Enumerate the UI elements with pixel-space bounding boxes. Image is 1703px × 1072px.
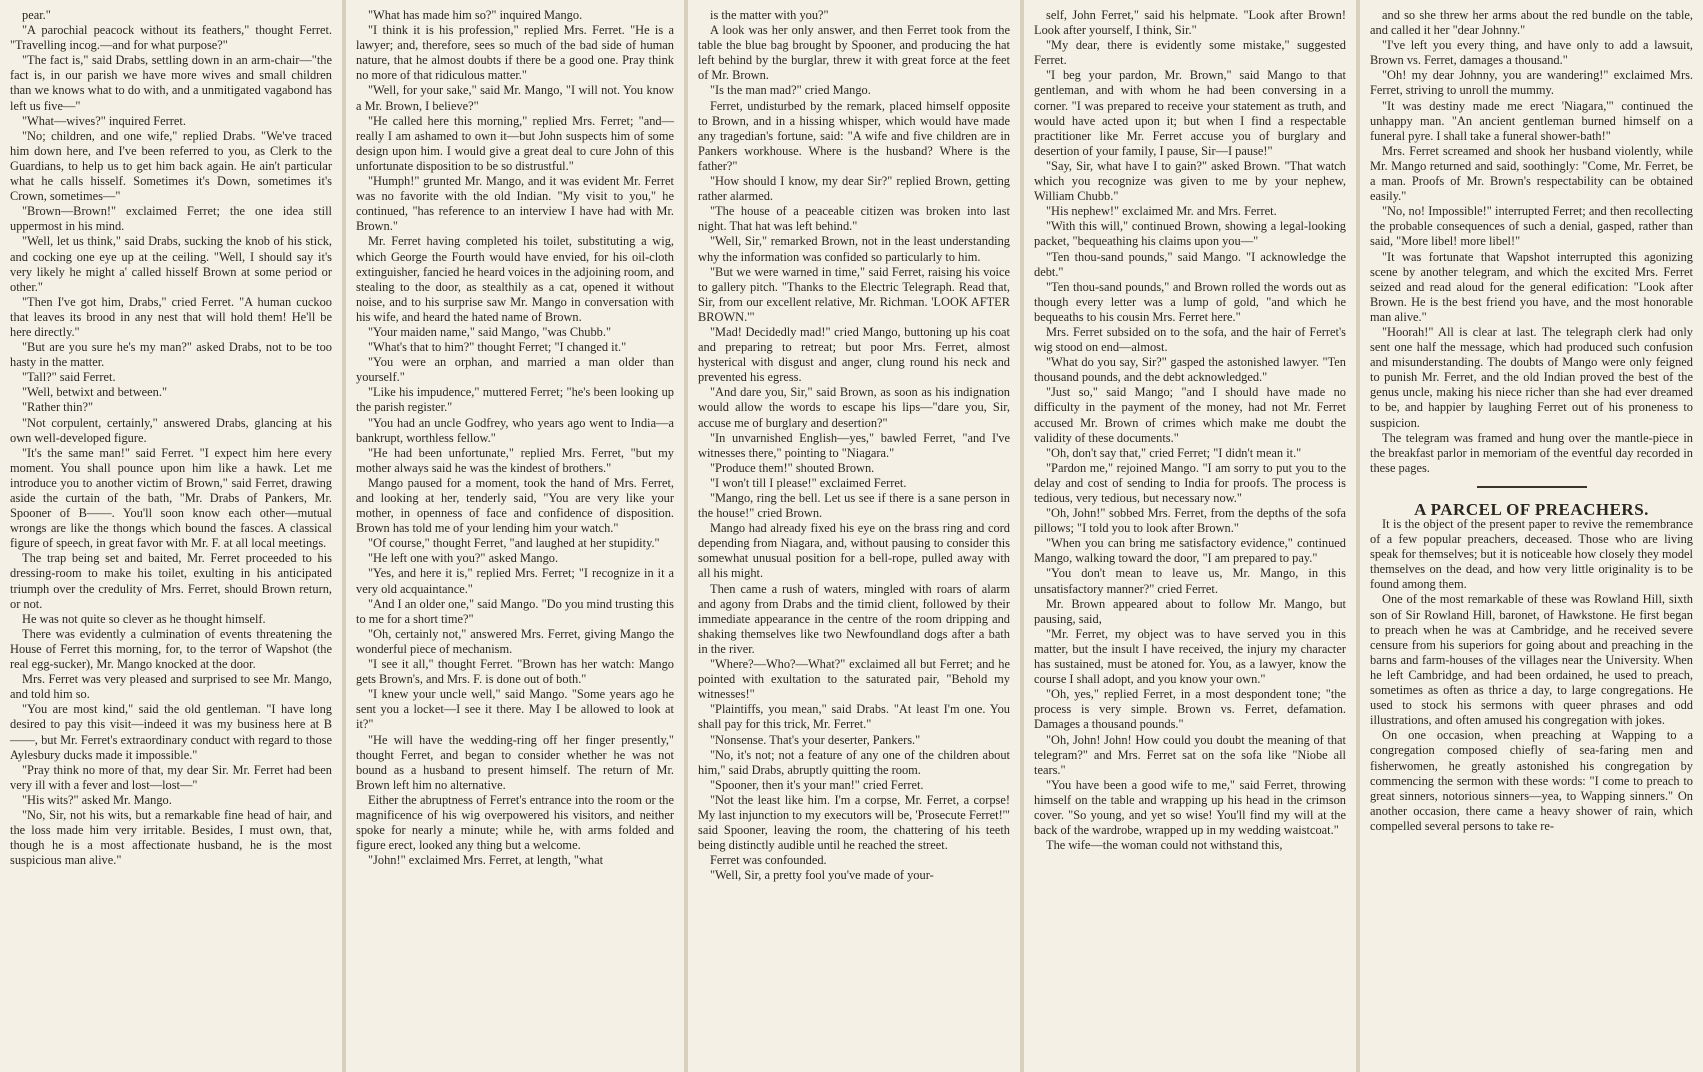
paragraph: "And dare you, Sir," said Brown, as soon as his indignation would allow the words to escape his lips—"dare you, Sir, accuse me of burglary and desertion?" <box>698 385 1010 430</box>
paragraph: "Oh, certainly not," answered Mrs. Ferret, giving Mango the wonderful piece of mechanism. <box>356 626 674 656</box>
paragraph: "Well, Sir, a pretty fool you've made of your- <box>710 868 934 883</box>
paragraph: "Not corpulent, certainly," answered Drabs, glancing at his own well-developed figure. <box>10 415 332 445</box>
paragraph: It is the object of the present paper to revive the remembrance of a few popular preachers, deceased. Those who are living speak for themselves; but it is noticeable how closely they model themselves on the dead, and how very little originality is to be found among them. <box>1370 517 1693 592</box>
paragraph: "Mango, ring the bell. Let us see if there is a sane person in the house!" cried Brown. <box>698 491 1010 521</box>
text-column-1 <box>0 0 342 1072</box>
paragraph: "Ten thou-sand pounds," said Mango. "I acknowledge the debt." <box>1034 249 1346 279</box>
paragraph: "What has made him so?" inquired Mango. <box>368 8 583 22</box>
paragraph: "Say, Sir, what have I to gain?" asked Brown. "That watch which you recognize was given to me by your nephew, William Chubb." <box>1034 158 1346 204</box>
paragraph: "Yes, and here it is," replied Mrs. Ferret; "I recognize in it a very old acquaintance." <box>356 566 674 596</box>
paragraph: "Ten thou-sand pounds," and Brown rolled the words out as though every letter was a lump of gold, "and which he bequeaths to his cousin Mrs. Ferret here." <box>1034 279 1346 324</box>
paragraph: "Brown—Brown!" exclaimed Ferret; the one idea still uppermost in his mind. <box>10 204 332 234</box>
paragraph: "He called here this morning," replied Mrs. Ferret; "and—really I am ashamed to own it—but John suspects him of some design upon him. I would give a great deal to cure John of this unfortunate disposition to be so distrustful." <box>356 113 674 173</box>
paragraph: "Rather thin?" <box>22 400 94 415</box>
text-column-3 <box>688 0 1020 1072</box>
paragraph: The wife—the woman could not withstand this, <box>1046 838 1283 853</box>
paragraph: He was not quite so clever as he thought himself. <box>22 611 266 626</box>
paragraph: "No, it's not; not a feature of any one of the children about him," said Drabs, abruptly quitting the room. <box>698 747 1010 777</box>
paragraph: "It was fortunate that Wapshot interrupted this agonizing scene by another telegram, and which the excited Mrs. Ferret seized and read aloud for the general edification: "Look after Brown. He is the best friend you have, and the most honorable man alive." <box>1370 249 1693 324</box>
text-column-2 <box>346 0 684 1072</box>
paragraph: "When you can bring me satisfactory evidence," continued Mango, walking toward the door, "I am prepared to pay." <box>1034 536 1346 566</box>
paragraph: "Oh, yes," replied Ferret, in a most despondent tone; "the process is very simple. Brown vs. Ferret, defamation. Damages a thousand pounds." <box>1034 687 1346 732</box>
paragraph: "I beg your pardon, Mr. Brown," said Mango to that gentleman, and with whom he had been conversing in a corner. "I was prepared to receive your statement as truth, and would have acted upon it; but when I find a respectable practitioner like Mr. Ferret accuse you of burglary and desertion of your family, I pause, Sir—I pause!" <box>1034 68 1346 158</box>
section-divider <box>1477 486 1587 488</box>
paragraph: "I knew your uncle well," said Mango. "Some years ago he sent you a locket—I see it there. May I be allowed to look at it?" <box>356 687 674 732</box>
paragraph: "It was destiny made me erect 'Niagara,'" continued the unhappy man. "An ancient gentleman burned himself on a funeral pyre. I shall take a funeral shower-bath!" <box>1370 98 1693 143</box>
paragraph: "Humph!" grunted Mr. Mango, and it was evident Mr. Ferret was no favorite with the old Indian. "My visit to you," he continued, "has reference to an interview I have had with Mr. Brown." <box>356 174 674 234</box>
paragraph: "You don't mean to leave us, Mr. Mango, in this unsatisfactory manner?" cried Ferret. <box>1034 566 1346 596</box>
paragraph: A look was her only answer, and then Ferret took from the table the blue bag brought by Spooner, and producing the hat left behind by the burglar, threw it with great force at the feet of Mr. Brown. <box>698 23 1010 83</box>
paragraph: Mango paused for a moment, took the hand of Mrs. Ferret, and looking at her, tenderly said, "You are very like your mother, in openness of face and confidence of disposition. Brown has told me of your lending him your watch." <box>356 475 674 536</box>
paragraph: The trap being set and baited, Mr. Ferret proceeded to his dressing-room to make his toilet, exulting in his anticipated triumph over the credulity of Mrs. Ferret, should Brown return, or not. <box>10 551 332 611</box>
paragraph: "Your maiden name," said Mango, "was Chubb." <box>368 324 612 339</box>
paragraph: "No; children, and one wife," replied Drabs. "We've traced him down here, and I've been referred to you, as Clerk to the Guardians, to help us to get him back again. He ain't particular what he calls hisself. Sometimes it's Down, sometimes it's Crown, sometimes—" <box>10 128 332 204</box>
paragraph: "Well, for your sake," said Mr. Mango, "I will not. You know a Mr. Brown, I believe?" <box>356 83 674 113</box>
paragraph: self, John Ferret," said his helpmate. "Look after Brown! Look after yourself, I think, Sir." <box>1034 8 1346 38</box>
paragraph: "With this will," continued Brown, showing a legal-looking packet, "bequeathing his claims upon you—" <box>1034 219 1346 249</box>
paragraph: "You are most kind," said the old gentleman. "I have long desired to pay this visit—indeed it was my business here at B——, but Mr. Ferret's extraordinary conduct with regard to those Aylesbury ducks made it impossible." <box>10 702 332 762</box>
paragraph: "Pardon me," rejoined Mango. "I am sorry to put you to the delay and cost of sending to India for proofs. The process is tedious, very tedious, but necessary now." <box>1034 460 1346 505</box>
paragraph: "In unvarnished English—yes," bawled Ferret, "and I've witnesses there," pointing to "Niagara." <box>698 430 1010 460</box>
paragraph: "Is the man mad?" cried Mango. <box>710 83 871 98</box>
paragraph: One of the most remarkable of these was Rowland Hill, sixth son of Sir Rowland Hill, baronet, of Hawkstone. He first began to preach when he was at Cambridge, and he received severe censure from his superiors for going about and preaching in the barns and farm-houses of the villages near the University. When he left Cambridge, and had been ordained, he used to preach, sometimes as often as thrice a day, to large congregations. He used to stock his sermons with queer phrases and odd illustrations, and often amused his congregation with jokes. <box>1370 592 1693 728</box>
text-column-4 <box>1024 0 1356 1072</box>
paragraph: "I've left you every thing, and have only to add a lawsuit, Brown vs. Ferret, damages a thousand." <box>1370 38 1693 68</box>
paragraph: "What do you say, Sir?" gasped the astonished lawyer. "Ten thousand pounds, and the debt acknowledged." <box>1034 355 1346 385</box>
paragraph: "Of course," thought Ferret, "and laughed at her stupidity." <box>368 536 660 551</box>
paragraph: "No, Sir, not his wits, but a remarkable fine head of hair, and the loss made him very irritable. Besides, I must own, that, though he is a most affectionate husband, he is the most suspicious man alive." <box>10 807 332 868</box>
paragraph: "Mr. Ferret, my object was to have served you in this matter, but the insult I have received, the injury my character has sustained, must be atoned for. You, as a lawyer, know the course I shall adopt, and you know your own." <box>1034 626 1346 687</box>
paragraph: "He had been unfortunate," replied Mrs. Ferret, "but my mother always said he was the kindest of brothers." <box>356 445 674 475</box>
paragraph: "Well, Sir," remarked Brown, not in the least understanding why the information was confided so particularly to him. <box>698 234 1010 264</box>
paragraph: "What's that to him?" thought Ferret; "I changed it." <box>368 340 627 355</box>
paragraph: Mango had already fixed his eye on the brass ring and cord depending from Niagara, and, without pausing to consider this somewhat unusual position for a bell-rope, pulled away with all his might. <box>698 521 1010 581</box>
paragraph: is the matter with you?" <box>710 8 829 22</box>
paragraph: Either the abruptness of Ferret's entrance into the room or the magnificence of his wig overpowered his visitors, and neither spoke for nearly a minute; while he, with arms folded and figure erect, looked any thing but a welcome. <box>356 792 674 853</box>
paragraph: "John!" exclaimed Mrs. Ferret, at length, "what <box>368 853 604 868</box>
paragraph: "The fact is," said Drabs, settling down in an arm-chair—"the fact is, in our parish we have more wives and small children than we knows what to do with, and a unmitigated vagabond has left us five—" <box>10 53 332 113</box>
paragraph: "But are you sure he's my man?" asked Drabs, not to be too hasty in the matter. <box>10 340 332 370</box>
paragraph: "I see it all," thought Ferret. "Brown has her watch: Mango gets Brown's, and Mrs. F. is done out of both." <box>356 657 674 687</box>
paragraph: Mr. Brown appeared about to follow Mr. Mango, but pausing, said, <box>1034 596 1346 626</box>
paragraph: "Tall?" said Ferret. <box>22 370 116 385</box>
paragraph: "Produce them!" shouted Brown. <box>710 460 875 475</box>
paragraph: pear." <box>22 8 51 22</box>
paragraph: The telegram was framed and hung over the mantle-piece in the breakfast parlor in memoriam of the eventful day recorded in these pages. <box>1370 430 1693 475</box>
paragraph: "No, no! Impossible!" interrupted Ferret; and then recollecting the probable consequences of such a denial, gasped, rather than said, "More libel! more libel!" <box>1370 204 1693 249</box>
paragraph: "Oh! my dear Johnny, you are wandering!" exclaimed Mrs. Ferret, striving to unroll the mummy. <box>1370 68 1693 98</box>
paragraph: There was evidently a culmination of events threatening the House of Ferret this morning, for, to the terror of Wapshot (the real egg-sucker), Mr. Mango knocked at the door. <box>10 626 332 672</box>
paragraph: "His wits?" asked Mr. Mango. <box>22 792 172 807</box>
paragraph: Mrs. Ferret subsided on to the sofa, and the hair of Ferret's wig stood on end—almost. <box>1034 324 1346 355</box>
paragraph: Mrs. Ferret screamed and shook her husband violently, while Mr. Mango returned and said, soothingly: "Come, Mr. Ferret, be a man. Proofs of Mr. Brown's respectability can be obtained easily." <box>1370 143 1693 204</box>
paragraph: "You have been a good wife to me," said Ferret, throwing himself on the table and wrapping up his head in the crimson cover. "So young, and yet so wise! You'll find my will at the back of the wardrobe, wrapped up in my wedding waistcoat." <box>1034 777 1346 838</box>
paragraph: "My dear, there is evidently some mistake," suggested Ferret. <box>1034 38 1346 68</box>
paragraph: "Plaintiffs, you mean," said Drabs. "At least I'm one. You shall pay for this trick, Mr. Ferret." <box>698 702 1010 732</box>
paragraph: "His nephew!" exclaimed Mr. and Mrs. Ferret. <box>1046 204 1277 219</box>
paragraph: "How should I know, my dear Sir?" replied Brown, getting rather alarmed. <box>698 174 1010 204</box>
paragraph: "Nonsense. That's your deserter, Pankers." <box>710 732 921 747</box>
paragraph: "Spooner, then it's your man!" cried Ferret. <box>710 777 924 792</box>
paragraph: "A parochial peacock without its feathers," thought Ferret. "Travelling incog.—and for what purpose?" <box>10 23 332 53</box>
paragraph: "But we were warned in time," said Ferret, raising his voice to gallery pitch. "Thanks to the Electric Telegraph. Read that, Sir, from our excellent relative, Mr. Richman. 'LOOK AFTER BROWN.'" <box>698 264 1010 324</box>
paragraph: "You had an uncle Godfrey, who years ago went to India—a bankrupt, worthless fellow." <box>356 415 674 445</box>
paragraph: Mr. Ferret having completed his toilet, substituting a wig, which George the Fourth would have envied, for his oil-cloth extinguisher, fancied he heard voices in the adjoining room, and stealing to the door, as stealthily as a cat, opened it without noise, and to his surprise saw Mr. Mango in conversation with his wife, and heard the hated name of Brown. <box>356 234 674 324</box>
paragraph: Mrs. Ferret was very pleased and surprised to see Mr. Mango, and told him so. <box>10 672 332 702</box>
paragraph: and so she threw her arms about the red bundle on the table, and called it her "dear Johnny." <box>1370 8 1693 38</box>
paragraph: "It's the same man!" said Ferret. "I expect him here every moment. You shall pounce upon him like a hawk. Let me introduce you to another victim of Brown," said Ferret, drawing aside the curtain of the bath, "Mr. Drabs of Pankers, Mr. Spooner of B——. You'll soon know each other—mutual wrongs are like the thongs which bound the fasces. A classical figure of speech, in great favor with Mr. F. at all local meetings. <box>10 445 332 551</box>
paragraph: "Oh, John! John! How could you doubt the meaning of that telegram?" and Mrs. Ferret sat on the sofa like "Niobe all tears." <box>1034 732 1346 777</box>
paragraph: "He left one with you?" asked Mango. <box>368 551 559 566</box>
paragraph: "Pray think no more of that, my dear Sir. Mr. Ferret had been very ill with a fever and lost—lost—" <box>10 762 332 792</box>
paragraph: "Hoorah!" All is clear at last. The telegraph clerk had only sent one half the message, which had produced such confusion and misunderstanding. The doubts of Mango were only feigned to punish Mr. Ferret, and the old Indian proved the best of the genus uncle, making his niece richer than she had ever dreamed to be, and happier by laughing Ferret out of his proneness to suspicion. <box>1370 324 1693 430</box>
paragraph: Then came a rush of waters, mingled with roars of alarm and agony from Drabs and the timid client, followed by their immediate appearance in the centre of the room dripping and shaking themselves like two Newfoundland dogs after a bath in the river. <box>698 581 1010 656</box>
paragraph: "And I an older one," said Mango. "Do you mind trusting this to me for a short time?" <box>356 596 674 626</box>
paragraph: "Oh, John!" sobbed Mrs. Ferret, from the depths of the sofa pillows; "I told you to look after Brown." <box>1034 506 1346 536</box>
paragraph: On one occasion, when preaching at Wapping to a congregation composed chiefly of sea-faring men and fisherwomen, he greatly astonished his congregation by commencing the sermon with these words: "I come to preach to great sinners, notorious sinners—yea, to Wapping sinners." On another occasion, there came a heavy shower of rain, which compelled several persons to take re- <box>1370 728 1693 833</box>
paragraph: "The house of a peaceable citizen was broken into last night. That hat was left behind." <box>698 204 1010 234</box>
paragraph: "Like his impudence," muttered Ferret; "he's been looking up the parish register." <box>356 385 674 415</box>
text-column-5 <box>1360 0 1703 1072</box>
paragraph: "Just so," said Mango; "and I should have made no difficulty in the payment of the money, had not Mr. Ferret accused Mr. Brown of crimes which make me doubt the validity of these documents." <box>1034 385 1346 445</box>
paragraph: "What—wives?" inquired Ferret. <box>22 113 186 128</box>
paragraph: "Oh, don't say that," cried Ferret; "I didn't mean it." <box>1046 445 1302 460</box>
paragraph: Ferret was confounded. <box>710 853 827 868</box>
paragraph: "Then I've got him, Drabs," cried Ferret. "A human cuckoo that leaves its brood in any nest that will hold them! He'll be here directly." <box>10 294 332 339</box>
paragraph: "I won't till I please!" exclaimed Ferret. <box>710 475 907 490</box>
paragraph: "Mad! Decidedly mad!" cried Mango, buttoning up his coat and preparing to retreat; but poor Mrs. Ferret, almost hysterical with disgust and anger, clung round his neck and prevented his egress. <box>698 324 1010 385</box>
paragraph: "Where?—Who?—What?" exclaimed all but Ferret; and he pointed with exultation to the saturated pair, "Behold my witnesses!" <box>698 657 1010 702</box>
paragraph: "I think it is his profession," replied Mrs. Ferret. "He is a lawyer; and, therefore, sees so much of the bad side of human nature, that he almost doubts if there be a good one. Pray think no more of that ridiculous matter." <box>356 23 674 83</box>
paragraph: "He will have the wedding-ring off her finger presently," thought Ferret, and began to consider whether he was not bound as a husband to present himself. The return of Mr. Brown left him no alternative. <box>356 732 674 792</box>
section-heading: A PARCEL OF PREACHERS. <box>1414 499 1649 519</box>
paragraph: "Well, betwixt and between." <box>22 385 168 400</box>
paragraph: "You were an orphan, and married a man older than yourself." <box>356 355 674 385</box>
paragraph: "Not the least like him. I'm a corpse, Mr. Ferret, a corpse! My last injunction to my executors will be, 'Prosecute Ferret!'" said Spooner, leaving the room, the chattering of his teeth being distinctly audible until he reached the street. <box>698 792 1010 853</box>
paragraph: "Well, let us think," said Drabs, sucking the knob of his stick, and cocking one eye up at the ceiling. "Well, I should say it's very likely he might a' called hisself Brown at some period or other." <box>10 234 332 294</box>
paragraph: Ferret, undisturbed by the remark, placed himself opposite to Brown, and in a hissing whisper, which would have made any tragedian's fortune, said: "A wife and five children are in Pankers workhouse. Where is the husband? Where is the father?" <box>698 98 1010 173</box>
